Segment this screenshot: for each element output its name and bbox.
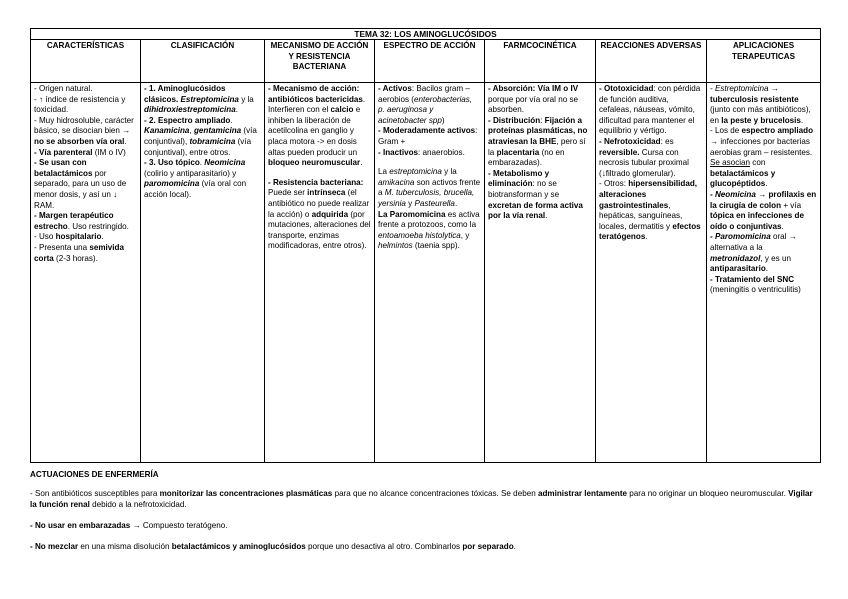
notes-heading: ACTUACIONES DE ENFERMERÍA xyxy=(30,470,159,479)
espectro-item: La Paromomicina es activa frente a protozoos, como la entoamoeba histolytica, y helmintos (taenia spp). xyxy=(378,209,480,251)
aplicacion-item: - Neomicina → profilaxis en la cirugía de colon + vía tópica en infecciones de oído o conjuntivas. xyxy=(710,189,817,231)
caract-item: - Presenta una semivida corta (2-3 horas). xyxy=(34,242,124,263)
espectro-item: - Moderadamente activos: Gram + xyxy=(378,126,478,146)
cell-reacciones xyxy=(596,83,707,463)
caract-item: - Margen terapéutico estrecho. Uso restringido. xyxy=(34,211,129,231)
farmaco-item: - Absorción: Vía IM o IV porque por vía oral no se absorben. xyxy=(488,84,579,115)
title-row xyxy=(31,29,821,40)
aplicacion-item: - Tratamiento del SNC (meningitis o ventriculitis) xyxy=(710,274,801,295)
reaccion-item: - Nefrotoxicidad: es reversible. Cursa con necrosis tubular proximal (↓filtrado glomerular). xyxy=(599,136,689,178)
note-paragraph: - Son antibióticos susceptibles para monitorizar las concentraciones plasmáticas para que no alcance concentraciones tóxicas. Se deben administrar lentamente para no originar un bloqueo neuromuscular. Vigilar la función renal debido a la nefrotoxicidad. xyxy=(30,489,813,509)
header-aplicaciones: APLICACIONES TERAPEUTICAS xyxy=(707,40,821,83)
farmaco-item: - Distribución: Fijación a proteínas plasmáticas, no atraviesan la BHE, pero sí la placentaria (no en embarazadas). xyxy=(488,115,588,168)
resistencia-item: - Resistencia bacteriana: Puede ser intrínseca (el antibiótico no puede realizar la acción) o adquirida (por mutaciones, alteraciones del transporte, enzimas modificadoras, entre otros). xyxy=(268,177,371,251)
header-espectro: ESPECTRO DE ACCIÓN xyxy=(375,40,485,83)
clasif-item: - 1. Aminoglucósidos clásicos. Estreptomicina y la dihidroxiestreptomicina. xyxy=(144,84,254,115)
cell-caracteristicas xyxy=(31,83,141,463)
spacer xyxy=(268,169,371,178)
table-title: TEMA 32: LOS AMINOGLUCÓSIDOS xyxy=(31,29,821,40)
nursing-notes xyxy=(30,469,820,552)
cell-aplicaciones xyxy=(707,83,821,463)
header-row xyxy=(31,40,821,83)
clasif-item: - 3. Uso tópico. Neomicina (colirio y antiparasitario) y paromomicina (vía oral con acción local). xyxy=(144,158,247,199)
caract-item: - Uso hospitalario. xyxy=(34,232,104,242)
cell-farmacocinetica xyxy=(485,83,596,463)
espectro-item: La estreptomicina y la amikacina son activos frente a M. tuberculosis, brucella, yersinia y Pasteurella. xyxy=(378,167,481,208)
header-reacciones: REACCIONES ADVERSAS xyxy=(596,40,707,83)
cell-espectro xyxy=(375,83,485,463)
espectro-item: - Activos: Bacilos gram – aerobios (enterobacterias, p. aeruginosa y acinetobacter spp) xyxy=(378,84,473,125)
reaccion-item: - Otros: hipersensibilidad, alteraciones gastrointestinales, hepáticas, sanguíneas, locales, dermatitis y efectos teratógenos. xyxy=(599,179,701,242)
header-clasificacion: CLASIFICACIÓN xyxy=(141,40,265,83)
header-mecanismo: MECANISMO DE ACCIÓN Y RESISTENCIA BACTERIANA xyxy=(265,40,375,83)
espectro-item: - Inactivos: anaerobios. xyxy=(378,147,465,157)
clasif-item: - 2. Espectro ampliado. Kanamicina, gentamicina (vía conjuntival), tobramicina (vía conjuntival), entre otros. xyxy=(144,115,257,157)
spacer xyxy=(378,158,481,167)
caract-item: - ↑ índice de resistencia y toxicidad. xyxy=(34,94,126,115)
header-caracteristicas: CARACTERÍSTICAS xyxy=(31,40,141,83)
reaccion-item: - Ototoxicidad: con pérdida de función auditiva, cefaleas, náuseas, vómito, dificultad para mantener el equilibrio y vértigo. xyxy=(599,84,701,136)
document-page xyxy=(30,28,820,562)
caract-item: - Muy hidrosoluble, carácter básico, se disocian bien → no se absorben vía oral. xyxy=(34,115,134,146)
caract-item: - Vía parenteral (IM o IV) xyxy=(34,147,126,157)
note-paragraph: - No mezclar en una misma disolución betalactámicos y aminoglucósidos porque uno desactiva al otro. Combinarlos por separado. xyxy=(30,542,516,551)
aminoglucosidos-table xyxy=(30,28,821,463)
caract-item: - Origen natural. xyxy=(34,84,93,93)
content-row xyxy=(31,83,821,463)
cell-mecanismo xyxy=(265,83,375,463)
header-farmacocinetica: FARMCOCINÉTICA xyxy=(485,40,596,83)
farmaco-item: - Metabolismo y eliminación: no se biotransforman y se excretan de forma activa por la vía renal. xyxy=(488,168,583,221)
caract-item: - Se usan con betalactámicos por separado, para un uso de menor dosis, y así un ↓ RAM. xyxy=(34,158,127,210)
note-paragraph: - No usar en embarazadas → Compuesto teratógeno. xyxy=(30,521,228,530)
aplicacion-item: - Estreptomicina → tuberculosis resistente (junto con más antibióticos), en la peste y brucelosis. xyxy=(710,84,811,125)
mecanismo-item: - Mecanismo de acción: antibióticos bactericidas. Interfieren con el calcio e inhiben la liberación de acetilcolina en ganglio y placa motora -> en dosis altas pueden producir un bloqueo neuromuscular. xyxy=(268,84,366,168)
aplicacion-item: - Paromomicina oral → alternativa a la metronidazol, y es un antiparasitario. xyxy=(710,232,797,274)
aplicacion-item: - Los de espectro ampliado → infecciones por bacterias aerobias gram – resistentes. Se asocian con betalactámicos y glucopéptidos. xyxy=(710,126,814,189)
cell-clasificacion xyxy=(141,83,265,463)
